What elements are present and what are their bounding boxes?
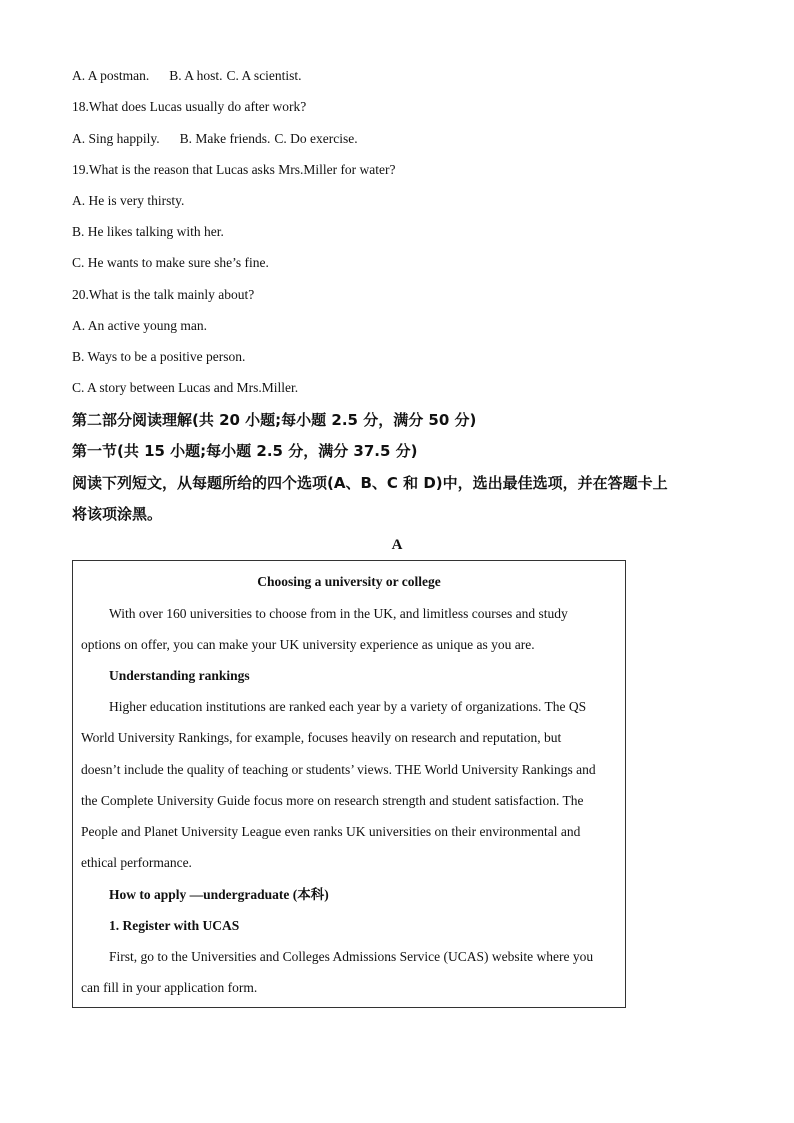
q19-option-c: C. He wants to make sure she’s fine. (72, 255, 269, 270)
q17-options (72, 68, 302, 84)
q20-option-c: C. A story between Lucas and Mrs.Miller. (72, 380, 299, 395)
q20-option-a: A. An active young man. (72, 318, 207, 333)
step1-line-2: can fill in your application form. (81, 980, 258, 995)
q17-option-b: B. A host. (169, 68, 223, 83)
q18-option-a: A. Sing happily. (72, 131, 160, 146)
q17-option-c: C. A scientist. (226, 68, 302, 83)
q18-option-c: C. Do exercise. (274, 131, 358, 146)
rankings-line-5: People and Planet University League even ranks UK universities on their environmental and (81, 824, 581, 839)
rankings-line-6: ethical performance. (81, 855, 192, 870)
rankings-heading: Understanding rankings (109, 668, 250, 683)
step1-heading: 1. Register with UCAS (109, 918, 240, 933)
instruction-line-1: 阅读下列短文，从每题所给的四个选项(A、B、C 和 D)中，选出最佳选项，并在答题卡上 (72, 474, 668, 492)
rankings-line-4: the Complete University Guide focus more on research strength and student satisfaction. The (81, 793, 584, 808)
q19-option-b: B. He likes talking with her. (72, 224, 224, 239)
step1-line-1: First, go to the Universities and Colleges Admissions Service (UCAS) website where you (109, 949, 594, 964)
apply-heading: How to apply —undergraduate (本科) (109, 887, 329, 902)
passage-box (72, 560, 626, 1008)
q20-option-b: B. Ways to be a positive person. (72, 349, 246, 364)
part2-heading: 第二部分阅读理解(共 20 小题;每小题 2.5 分，满分 50 分) (72, 411, 477, 429)
passage-intro-line-1: With over 160 universities to choose from in the UK, and limitless courses and study (109, 606, 568, 621)
instruction-line-2: 将该项涂黑。 (72, 505, 163, 523)
q18-stem: 18.What does Lucas usually do after work? (72, 99, 307, 114)
rankings-line-3: doesn’t include the quality of teaching or students’ views. THE World University Rankings and (81, 762, 596, 777)
q19-stem: 19.What is the reason that Lucas asks Mrs.Miller for water? (72, 162, 396, 177)
passage-intro-line-2: options on offer, you can make your UK university experience as unique as you are. (81, 637, 535, 652)
q17-option-a: A. A postman. (72, 68, 150, 83)
rankings-line-1: Higher education institutions are ranked each year by a variety of organizations. The QS (109, 699, 587, 714)
passage-title: Choosing a university or college (257, 574, 441, 589)
section1-heading: 第一节(共 15 小题;每小题 2.5 分，满分 37.5 分) (72, 442, 418, 460)
q19-option-a: A. He is very thirsty. (72, 193, 185, 208)
q20-stem: 20.What is the talk mainly about? (72, 287, 255, 302)
rankings-line-2: World University Rankings, for example, focuses heavily on research and reputation, but (81, 730, 562, 745)
q18-options (72, 131, 358, 147)
q18-option-b: B. Make friends. (179, 131, 271, 146)
passage-letter: A (391, 537, 403, 553)
